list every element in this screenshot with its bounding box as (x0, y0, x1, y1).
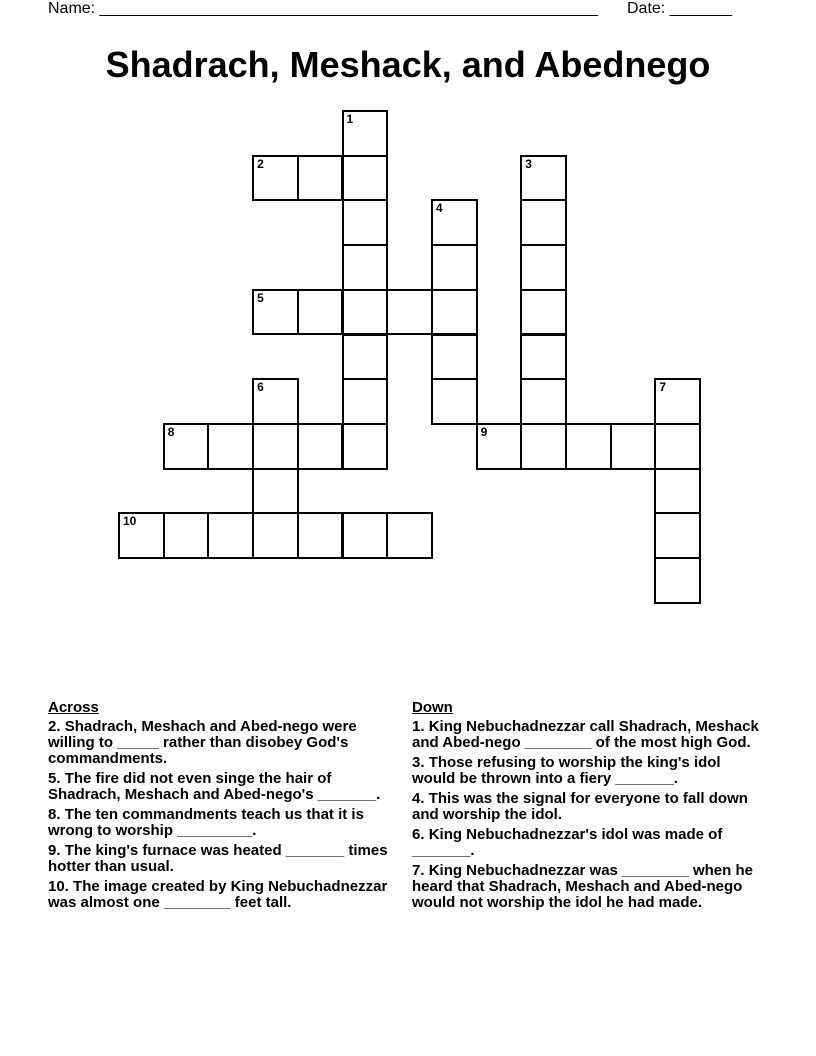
crossword-cell[interactable] (654, 378, 701, 425)
crossword-cell[interactable] (342, 155, 389, 202)
crossword-cell[interactable] (118, 512, 165, 559)
crossword-cell[interactable] (342, 423, 389, 470)
crossword-cell[interactable] (297, 423, 344, 470)
crossword-cell[interactable] (565, 423, 612, 470)
crossword-cell[interactable] (520, 289, 567, 336)
clue-down-7 (412, 863, 768, 911)
cell-number: 7 (659, 380, 667, 395)
clue-text: Shadrach, Meshach and Abed-nego were willing to _____ rather than disobey God's commandments. (48, 718, 357, 767)
clue-across-10 (48, 879, 404, 911)
crossword-cell[interactable] (654, 423, 701, 470)
clue-across-5 (48, 771, 404, 803)
crossword-cell[interactable] (520, 423, 567, 470)
crossword-cell[interactable] (342, 334, 389, 381)
cell-number: 2 (257, 156, 264, 171)
crossword-cell[interactable] (252, 468, 299, 515)
clue-down-4 (412, 791, 768, 823)
crossword-cell[interactable] (431, 289, 478, 336)
clue-number: 7. (412, 862, 425, 879)
crossword-cell[interactable] (520, 155, 567, 202)
crossword-cell[interactable] (610, 423, 657, 470)
crossword-cell[interactable] (431, 378, 478, 425)
down-clues (412, 700, 768, 915)
crossword-cell[interactable] (342, 378, 389, 425)
clue-number: 10. (48, 878, 69, 895)
crossword-cell[interactable] (342, 110, 389, 157)
across-clues (48, 700, 404, 915)
clue-number: 9. (48, 842, 61, 859)
clue-text: The king's furnace was heated _______ times hotter than usual. (48, 842, 388, 875)
cell-number: 8 (167, 424, 175, 439)
crossword-cell[interactable] (654, 468, 701, 515)
clue-down-3 (412, 755, 768, 787)
clue-number: 2. (48, 718, 61, 735)
clue-number: 1. (412, 718, 425, 735)
clue-number: 5. (48, 770, 61, 787)
crossword-cell[interactable] (520, 378, 567, 425)
crossword-cell[interactable] (431, 244, 478, 291)
down-heading: Down (412, 699, 453, 716)
crossword-cell[interactable] (163, 512, 210, 559)
name-line: Name: ________________________________________________________ (48, 0, 598, 17)
clue-number: 8. (48, 806, 61, 823)
crossword-cell[interactable] (431, 334, 478, 381)
clue-text: Those refusing to worship the king's idol would be thrown into a fiery _______. (412, 754, 721, 787)
clue-text: King Nebuchadnezzar was ________ when he heard that Shadrach, Meshach and Abed-nego would not worship the idol he had made. (412, 862, 753, 911)
clue-down-6 (412, 827, 768, 859)
clue-text: The ten commandments teach us that it is wrong to worship _________. (48, 806, 364, 839)
crossword-cell[interactable] (520, 199, 567, 246)
crossword-cell[interactable] (297, 155, 344, 202)
crossword-cell[interactable] (342, 289, 389, 336)
crossword-cell[interactable] (252, 423, 299, 470)
cell-number: 3 (525, 156, 532, 171)
crossword-cell[interactable] (342, 199, 389, 246)
crossword-cell[interactable] (431, 199, 478, 246)
clue-text: King Nebuchadnezzar call Shadrach, Meshack and Abed-nego ________ of the most high God. (412, 718, 759, 751)
crossword-cell[interactable] (476, 423, 523, 470)
clue-across-9 (48, 843, 404, 875)
cell-number: 6 (257, 380, 264, 395)
crossword-cell[interactable] (207, 512, 254, 559)
clue-text: The image created by King Nebuchadnezzar was almost one ________ feet tall. (48, 878, 388, 911)
crossword-cell[interactable] (386, 512, 433, 559)
crossword-cell[interactable] (654, 512, 701, 559)
clue-down-1 (412, 719, 768, 751)
across-heading: Across (48, 699, 99, 716)
cell-number: 4 (435, 201, 443, 216)
crossword-cell[interactable] (252, 512, 299, 559)
page-title: Shadrach, Meshack, and Abednego (105, 44, 711, 85)
crossword-cell[interactable] (252, 289, 299, 336)
clue-number: 3. (412, 754, 425, 771)
clue-text: King Nebuchadnezzar's idol was made of _______. (412, 826, 723, 859)
cell-number: 10 (123, 514, 137, 529)
crossword-cell[interactable] (297, 289, 344, 336)
clue-number: 4. (412, 790, 425, 807)
crossword-cell[interactable] (386, 289, 433, 336)
crossword-cell[interactable] (207, 423, 254, 470)
crossword-cell[interactable] (520, 244, 567, 291)
clue-across-8 (48, 807, 404, 839)
crossword-cell[interactable] (342, 512, 389, 559)
crossword-cell[interactable] (520, 334, 567, 381)
crossword-cell[interactable] (252, 378, 299, 425)
clue-number: 6. (412, 826, 425, 843)
clue-across-2 (48, 719, 404, 767)
crossword-cell[interactable] (297, 512, 344, 559)
crossword-cell[interactable] (342, 244, 389, 291)
clue-text: This was the signal for everyone to fall down and worship the idol. (412, 790, 748, 823)
date-line: Date: _______ (627, 0, 732, 17)
clue-text: The fire did not even singe the hair of Shadrach, Meshach and Abed-nego's _______. (48, 770, 381, 803)
crossword-cell[interactable] (654, 557, 701, 604)
cell-number: 5 (257, 290, 264, 305)
crossword-cell[interactable] (252, 155, 299, 202)
cell-number: 1 (346, 112, 354, 126)
crossword-cell[interactable] (163, 423, 210, 470)
cell-number: 9 (480, 424, 488, 439)
